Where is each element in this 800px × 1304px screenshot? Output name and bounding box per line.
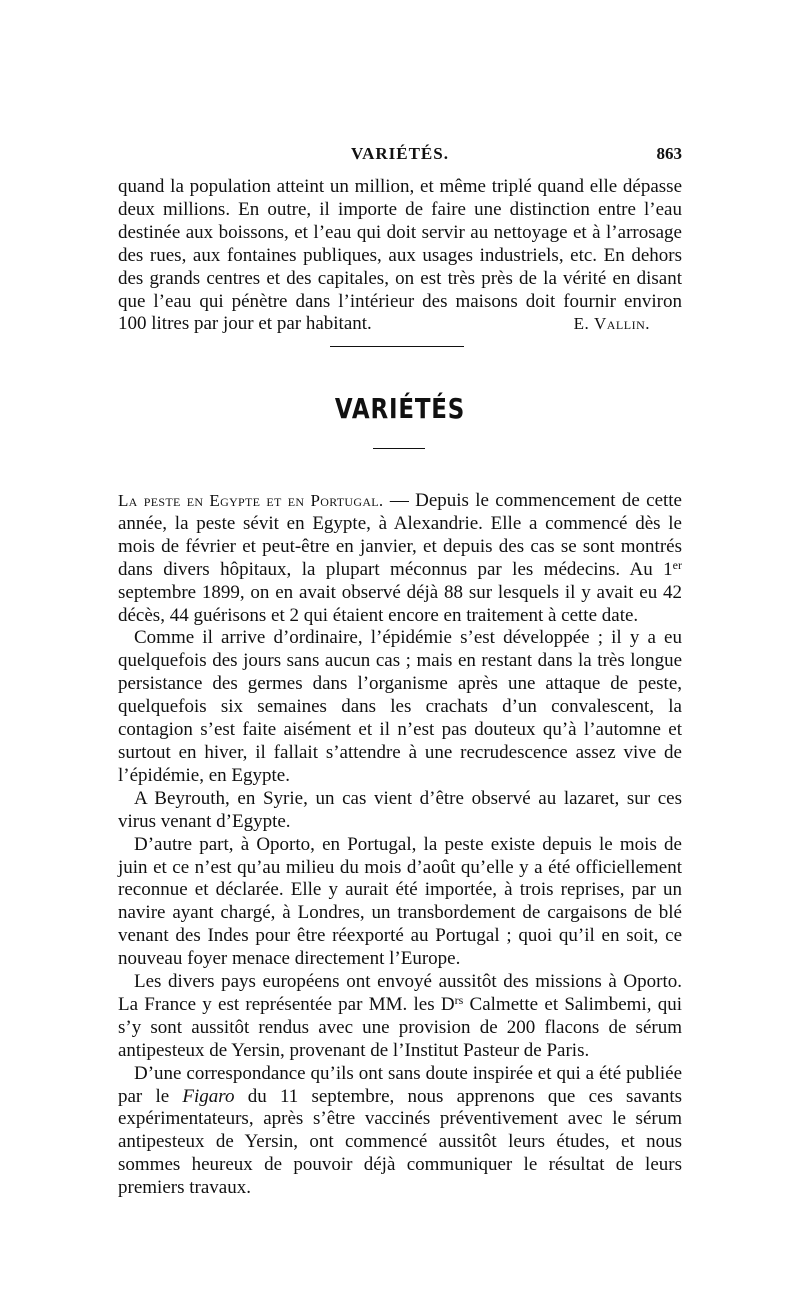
continuation-block (118, 176, 682, 336)
page-number: 863 (656, 144, 682, 163)
article-paragraph-3: A Beyrouth, en Syrie, un cas vient d’être observé au lazaret, sur ces virus venant d’Egypte. (118, 787, 682, 832)
p1-text-b: septembre 1899, on en avait observé déjà 88 sur lesquels il y avait eu 42 décès, 44 guérisons et 2 qui étaient encore en traitement à cette date. (118, 581, 682, 626)
p5-text-b: Calmette et Salimbemi, qui s’y sont aussitôt rendus avec une provision de 200 flacons de sérum antipesteux de Yersin, provenant de l’Institut Pasteur de Paris. (118, 993, 682, 1061)
p1-text-a: — Depuis le commencement de cette année, la peste sévit en Egypte, à Alexandrie. Elle a commencé dès le mois de février et peut-être en janvier, et depuis des cas se sont montrés dans divers hôpitaux, la plupart méconnus par les médecins. Au 1 (118, 490, 682, 580)
article-body (118, 490, 682, 1200)
p5-superscript: rs (454, 992, 464, 1007)
article-paragraph-6 (118, 1063, 682, 1200)
running-head (118, 138, 682, 168)
p6-text-b: du 11 septembre, nous apprenons que ces savants expérimentateurs, après s’être vaccinés préventivement avec le sérum antipesteux de Yersin, ont commencé aussitôt leurs études, et nous sommes heureux de pouvoir déjà communiquer le résultat de leurs premiers travaux. (118, 1085, 682, 1199)
article-paragraph-4: D’autre part, à Oporto, en Portugal, la peste existe depuis le mois de juin et ce n’est qu’au milieu du mois d’août qu’elle y a été officiellement reconnue et déclarée. Elle y aurait été importée, à trois reprises, par un navire ayant chargé, à Londres, un transbordement de cargaisons de blé venant des Indes pour être réexporté au Portugal ; quoi qu’il en soit, ce nouveau foyer menace directement l’Europe. (118, 833, 682, 970)
signature-initial: E. (573, 314, 594, 334)
author-signature (574, 313, 650, 336)
article-paragraph-5 (118, 971, 682, 1063)
title-underline (373, 448, 425, 449)
article-paragraph-1 (118, 490, 682, 627)
article-lead-title: La peste en Egypte et en Portugal. (118, 491, 384, 510)
p5-text-a: Les divers pays européens ont envoyé aussitôt des missions à Oporto. La France y est représentée par MM. les D (118, 971, 682, 1015)
p6-newspaper-title: Figaro (182, 1085, 235, 1107)
p6-text-a: D’une correspondance qu’ils ont sans doute inspirée et qui a été publiée par le (118, 1062, 682, 1107)
signature-name: Vallin. (593, 314, 650, 334)
running-title: VARIÉTÉS. (351, 144, 449, 163)
p1-superscript: er (672, 557, 682, 572)
section-title: VARIÉTÉS (334, 392, 466, 425)
continuation-text: quand la population atteint un million, et même triplé quand elle dépasse deux millions. En outre, il importe de faire une distinction entre l’eau destinée aux boissons, et l’eau qui doit servir au nettoyage et à l’arrosage des rues, aux fontaines publiques, aux usages industriels, etc. En dehors des grands centres et des capitales, on est très près de la vérité en disant que l’eau qui pénètre dans l’intérieur des maisons doit fournir environ 100 litres par jour et par habitant. (118, 176, 682, 335)
continuation-paragraph (118, 176, 682, 336)
article-paragraph-2: Comme il arrive d’ordinaire, l’épidémie s’est développée ; il y a eu quelquefois des jours sans aucun cas ; mais en restant dans la très longue persistance des germes dans l’organisme après une attaque de peste, quelquefois six semaines dans les crachats d’un convalescent, la contagion s’est faite aisément et il n’est pas douteux qu’à l’automne et surtout en hiver, il fallait s’attendre à une recrudescence assez vive de l’épidémie, en Egypte. (118, 627, 682, 786)
separator-rule (330, 346, 464, 347)
